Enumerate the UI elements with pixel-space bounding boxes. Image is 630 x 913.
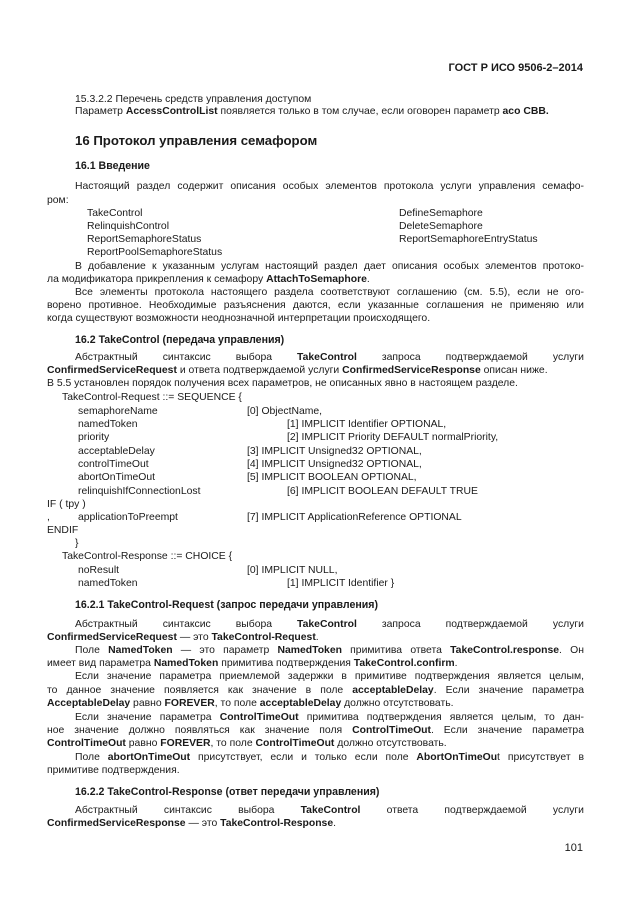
service-item: ReportSemaphoreStatus xyxy=(87,234,202,245)
service-item: ReportSemaphoreEntryStatus xyxy=(399,234,538,245)
asn-field-type: [5] IMPLICIT BOOLEAN OPTIONAL, xyxy=(247,472,417,483)
asn-field-type: [1] IMPLICIT Identifier OPTIONAL, xyxy=(287,419,447,430)
asn-field-name: noResult xyxy=(78,565,120,576)
subsection-title-15-3-2-2: 15.3.2.2 Перечень средств управления доступом xyxy=(75,94,312,105)
paragraph-line: ConfirmedServiceRequest — это TakeControl-Request. xyxy=(47,632,319,643)
asn-field-type: [0] IMPLICIT NULL, xyxy=(247,565,338,576)
asn-endif: ENDIF xyxy=(47,525,79,536)
intro-line: когда существуют возможности неоднозначной интерпретации происходящего. xyxy=(47,313,431,324)
document-id: ГОСТ Р ИСО 9506-2–2014 xyxy=(448,62,583,74)
intro-line: Все элементы протокола настоящего раздела соответствуют соглашению (см. 5.5), если не ого- xyxy=(75,287,584,298)
paragraph-line: AcceptableDelay равно FOREVER, то поле acceptableDelay должно отсутствовать. xyxy=(47,698,454,709)
asn-response-head: TakeControl-Response ::= CHOICE { xyxy=(62,551,233,562)
paragraph-line: Поле NamedToken — это параметр NamedToken примитива ответа TakeControl.response. Он xyxy=(75,645,584,656)
intro-line: Настоящий раздел содержит описания особых элементов протокола услуги управления семафо- xyxy=(75,181,584,192)
asn-field-type: [0] ObjectName, xyxy=(247,406,323,417)
subsection-title-16-2-1: 16.2.1 TakeControl-Request (запрос передачи управления) xyxy=(75,599,379,611)
asn-field-name: priority xyxy=(78,432,110,443)
asn-field-type: [7] IMPLICIT ApplicationReference OPTIONAL xyxy=(247,512,462,523)
service-item: TakeControl xyxy=(87,208,143,219)
subsection-title-16-2-2: 16.2.2 TakeControl-Response (ответ передачи управления) xyxy=(75,786,380,798)
intro-line: ром: xyxy=(47,195,69,206)
paragraph-line: Абстрактный синтаксис выбора TakeControl запроса подтверждаемой услуги xyxy=(75,619,584,630)
asn-field-type: [3] IMPLICIT Unsigned32 OPTIONAL, xyxy=(247,446,422,457)
paragraph-line: Поле abortOnTimeOut присутствует, если и только если поле AbortOnTimeOut присутствует в xyxy=(75,752,584,763)
asn-field-name: relinquishIfConnectionLost xyxy=(78,486,201,497)
service-item: RelinquishControl xyxy=(87,221,170,232)
service-item: ReportPoolSemaphoreStatus xyxy=(87,247,223,258)
subsection-title-16-2: 16.2 TakeControl (передача управления) xyxy=(75,334,285,346)
paragraph-line: Абстрактный синтаксис выбора TakeControl ответа подтверждаемой услуги xyxy=(75,805,584,816)
asn-field-type: [4] IMPLICIT Unsigned32 OPTIONAL, xyxy=(247,459,422,470)
intro-line: ворено противное. Необходимые разъяснения даются, если указанные соглашения не применяю или xyxy=(47,300,584,311)
asn-if-line: IF ( tpy ) xyxy=(47,499,86,510)
paragraph-line: примитиве подтверждения. xyxy=(47,765,180,776)
asn-field-name: controlTimeOut xyxy=(78,459,149,470)
asn-field-name: semaphoreName xyxy=(78,406,158,417)
service-item: DeleteSemaphore xyxy=(399,221,483,232)
asn-field-name: abortOnTimeOut xyxy=(78,472,155,483)
asn-field-name: namedToken xyxy=(78,419,138,430)
intro-line: ла модификатора прикрепления к семафору AttachToSemaphore. xyxy=(47,274,370,285)
intro-line: В добавление к указанным услугам настоящий раздел дает описания особых элементов протоко- xyxy=(75,261,584,272)
asn-field-name: namedToken xyxy=(78,578,138,589)
asn-request-head: TakeControl-Request ::= SEQUENCE { xyxy=(62,392,242,403)
paragraph-line: ное значение должно появляться как значение поля ControlTimeOut. Если значение параметра xyxy=(47,725,584,736)
paragraph-line: ConfirmedServiceResponse — это TakeControl-Response. xyxy=(47,818,336,829)
asn-field-type: [1] IMPLICIT Identifier } xyxy=(287,578,395,589)
paragraph-line: Абстрактный синтаксис выбора TakeControl запроса подтверждаемой услуги xyxy=(75,352,584,363)
asn-comma: , xyxy=(47,512,50,523)
page-number: 101 xyxy=(564,842,583,854)
paragraph-line: ConfirmedServiceRequest и ответа подтверждаемой услуги ConfirmedServiceResponse описан ниже. xyxy=(47,365,548,376)
paragraph-line: Если значение параметра приемлемой задержки в примитиве подтверждения является целым, xyxy=(75,671,584,682)
asn-field-type: [6] IMPLICIT BOOLEAN DEFAULT TRUE xyxy=(287,486,478,497)
asn-close: } xyxy=(75,538,79,549)
paragraph-access-control: Параметр AccessControlList появляется только в том случае, если оговорен параметр aco CBB. xyxy=(75,106,549,117)
section-title-16: 16 Протокол управления семафором xyxy=(75,133,318,148)
asn-field-name: applicationToPreempt xyxy=(78,512,178,523)
paragraph-line: то данное значение появляется как значение в поле acceptableDelay. Если значение параметра xyxy=(47,685,584,696)
service-item: DefineSemaphore xyxy=(399,208,483,219)
paragraph-line: В 5.5 установлен порядок получения всех параметров, не описанных явно в настоящем разделе. xyxy=(47,378,518,389)
asn-field-type: [2] IMPLICIT Priority DEFAULT normalPriority, xyxy=(287,432,499,443)
paragraph-line: ControlTimeOut равно FOREVER, то поле ControlTimeOut должно отсутствовать. xyxy=(47,738,447,749)
subsection-title-16-1: 16.1 Введение xyxy=(75,160,150,172)
paragraph-line: имеет вид параметра NamedToken примитива подтверждения TakeControl.confirm. xyxy=(47,658,458,669)
asn-field-name: acceptableDelay xyxy=(78,446,155,457)
paragraph-line: Если значение параметра ControlTimeOut примитива подтверждения является целым, то дан- xyxy=(75,712,584,723)
